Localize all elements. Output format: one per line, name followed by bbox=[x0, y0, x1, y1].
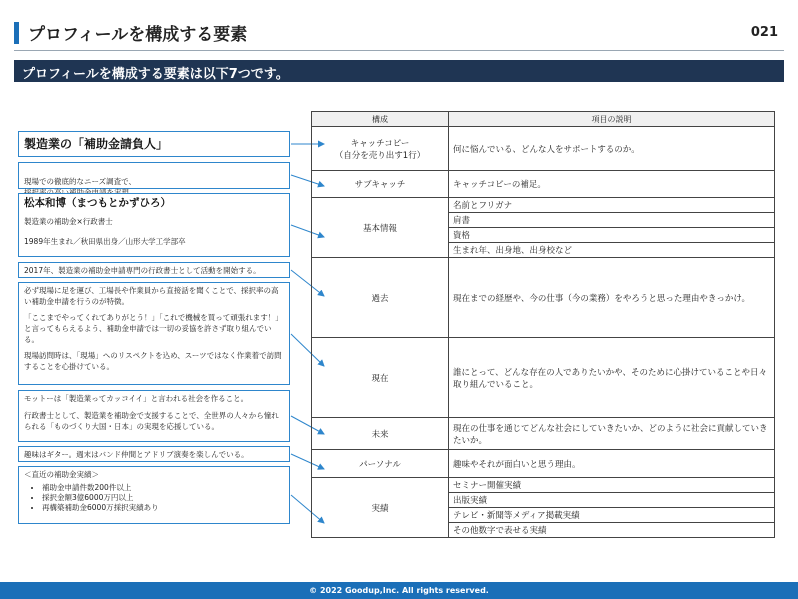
future-text-2: 行政書士として、製造業を補助金で支援することで、全世界の人々から憧れられる「ものづくり大国・日本」の実現を応援している。 bbox=[24, 411, 279, 431]
row-label-personal: パーソナル bbox=[312, 450, 449, 478]
row-desc-future: 現在の仕事を通じてどんな社会にしていきたいか、どのように社会に貢献していきたいか。 bbox=[449, 418, 775, 450]
table-row bbox=[312, 450, 775, 478]
profile-occupation: 製造業の補助金×行政書士 bbox=[24, 217, 113, 226]
personal-text: 趣味はギター。週末はバンド仲間とアドリブ演奏を楽しんでいる。 bbox=[24, 450, 249, 459]
row-item-results: その他数字で表せる実績 bbox=[449, 523, 775, 538]
present-text-3: 現場訪問時は、「現場」へのリスペクトを込め、スーツではなく作業着で訪問することを心掛けている。 bbox=[24, 351, 282, 371]
row-label-past: 過去 bbox=[312, 258, 449, 338]
results-item: • 採択金額3億6000万円以上 bbox=[42, 493, 284, 503]
row-item-results: セミナー開催実績 bbox=[449, 478, 775, 493]
table-row bbox=[312, 478, 775, 493]
profile-name: 松本和博（まつもとかずひろ） bbox=[24, 197, 171, 209]
page-number: 021 bbox=[750, 25, 778, 40]
present-text-2: 「ここまでやってくれてありがとう！」「これで機械を買って頑張れます！」と言ってもらえるよう、補助金申請では一切の妥協を許さず取り組んでいる。 bbox=[24, 313, 283, 344]
row-item-basic: 肩書 bbox=[449, 213, 775, 228]
composition-table bbox=[311, 111, 775, 538]
row-item-basic: 名前とフリガナ bbox=[449, 198, 775, 213]
present-text-1: 必ず現場に足を運び、工場長や作業員から直接話を聞くことで、採択率の高い補助金申請を行うのが特徴。 bbox=[24, 286, 279, 306]
table-header-description: 項目の説明 bbox=[449, 112, 775, 127]
row-item-results: テレビ・新聞等メディア掲載実績 bbox=[449, 508, 775, 523]
row-label-basic: 基本情報 bbox=[312, 198, 449, 258]
row-label-results: 実績 bbox=[312, 478, 449, 538]
row-desc-subcatch: キャッチコピーの補足。 bbox=[449, 171, 775, 198]
table-row bbox=[312, 171, 775, 198]
row-item-basic: 資格 bbox=[449, 228, 775, 243]
footer-copyright: © 2022 Goodup,Inc. All rights reserved. bbox=[0, 582, 798, 599]
row-desc-catchcopy: 何に悩んでいる、どんな人をサポートするのか。 bbox=[449, 127, 775, 171]
page-title: プロフィールを構成する要素 bbox=[28, 25, 248, 45]
results-item: • 補助金申請件数200件以上 bbox=[42, 483, 284, 493]
table-header-component: 構成 bbox=[312, 112, 449, 127]
row-label-future: 未来 bbox=[312, 418, 449, 450]
row-desc-present: 誰にとって、どんな存在の人でありたいかや、そのために心掛けていることや日々取り組んでいること。 bbox=[449, 338, 775, 418]
table-row bbox=[312, 338, 775, 418]
catchcopy-text: 製造業の「補助金請負人」 bbox=[24, 137, 169, 151]
row-label-present: 現在 bbox=[312, 338, 449, 418]
table-row bbox=[312, 198, 775, 213]
results-item: • 再構築補助金6000万採択実績あり bbox=[42, 503, 284, 513]
row-item-basic: 生まれ年、出身地、出身校など bbox=[449, 243, 775, 258]
row-desc-personal: 趣味やそれが面白いと思う理由。 bbox=[449, 450, 775, 478]
table-row bbox=[312, 127, 775, 171]
row-label-subcatch: サブキャッチ bbox=[312, 171, 449, 198]
future-text-1: モットーは「製造業ってカッコイイ」と言われる社会を作ること。 bbox=[24, 394, 249, 403]
row-label-catchcopy: キャッチコピー （自分を売り出す1行） bbox=[312, 127, 449, 171]
subcatch-text: 現場での徹底的なニーズ調査で、 bbox=[24, 177, 136, 186]
results-heading: ＜直近の補助金実績＞ bbox=[24, 470, 99, 479]
section-heading: プロフィールを構成する要素は以下7つです。 bbox=[14, 60, 784, 82]
profile-birth: 1989年生まれ／秋田県出身／山形大学工学部卒 bbox=[24, 237, 186, 246]
table-row bbox=[312, 258, 775, 338]
row-desc-past: 現在までの経歴や、今の仕事（今の業務）をやろうと思った理由やきっかけ。 bbox=[449, 258, 775, 338]
table-row bbox=[312, 418, 775, 450]
past-text: 2017年、製造業の補助金申請専門の行政書士として活動を開始する。 bbox=[24, 266, 261, 275]
row-item-results: 出版実績 bbox=[449, 493, 775, 508]
